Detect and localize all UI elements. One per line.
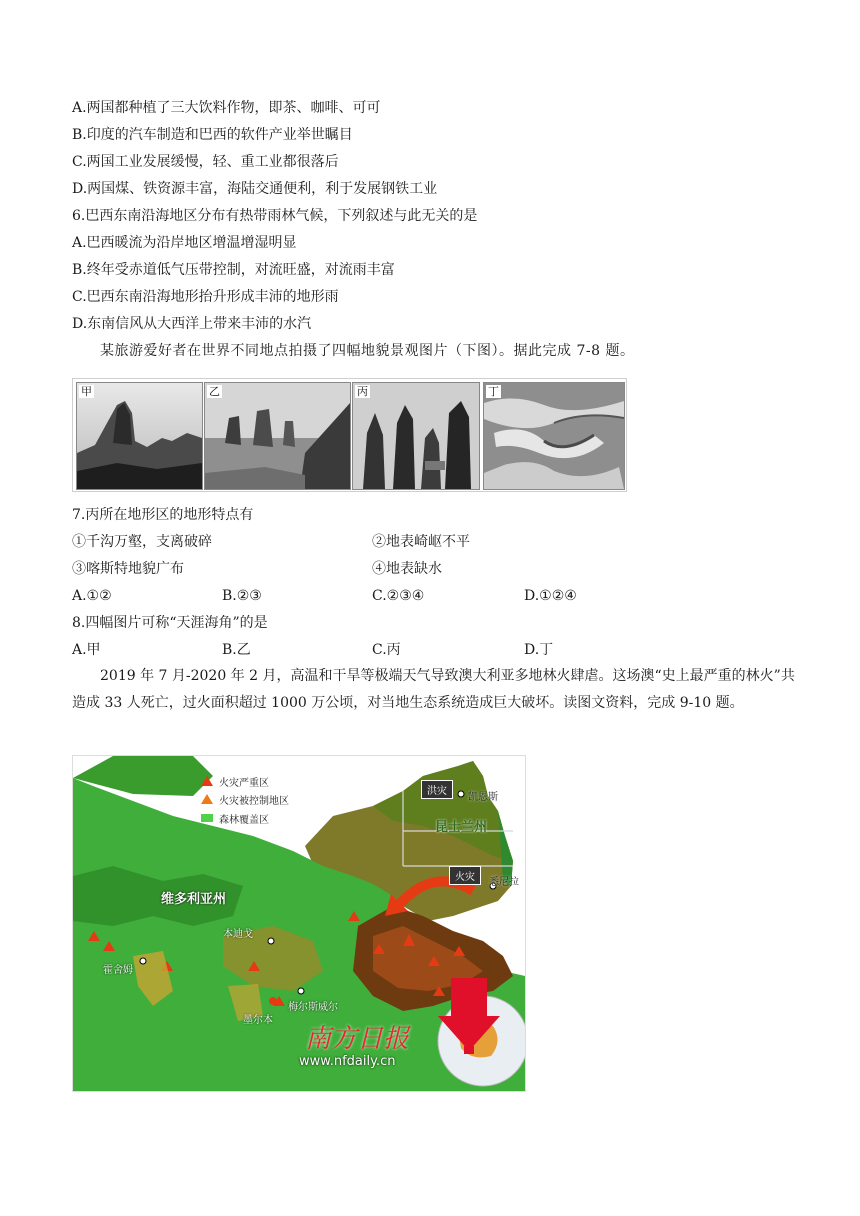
photo-label-ding: 丁 bbox=[488, 385, 499, 398]
place-melbourne: 墨尔本 bbox=[243, 1015, 273, 1026]
q7-stem: 7.丙所在地形区的地形特点有 bbox=[72, 507, 254, 523]
map-image bbox=[73, 756, 525, 1091]
q7-statement-3: ③喀斯特地貌广布 bbox=[72, 561, 184, 577]
q6-stem: 6.巴西东南沿海地区分布有热带雨林气候，下列叙述与此无关的是 bbox=[72, 208, 478, 224]
q8-option-d: D.丁 bbox=[524, 642, 554, 658]
q5-option-b: B.印度的汽车制造和巴西的软件产业举世瞩目 bbox=[72, 127, 353, 143]
place-horsham: 霍舍姆 bbox=[103, 965, 133, 976]
flood-tag: 洪灾 bbox=[421, 780, 453, 799]
q6-option-d: D.东南信风从大西洋上带来丰沛的水汽 bbox=[72, 316, 312, 332]
q7-option-b: B.②③ bbox=[222, 588, 262, 604]
q6-option-a: A.巴西暖流为沿岸地区增温增湿明显 bbox=[72, 235, 297, 251]
label-victoria: 维多利亚州 bbox=[161, 892, 227, 907]
q7-statement-1: ①千沟万壑，支离破碎 bbox=[72, 534, 212, 550]
photo-label-yi: 乙 bbox=[209, 385, 220, 398]
q7-option-c: C.②③④ bbox=[372, 588, 425, 604]
place-marysville: 梅尔斯威尔 bbox=[288, 1002, 338, 1013]
photo-jia-image bbox=[77, 383, 202, 489]
q5-option-a: A.两国都种植了三大饮料作物，即茶、咖啡、可可 bbox=[72, 100, 381, 116]
photo-ding-image bbox=[484, 383, 624, 489]
photo-bing-image bbox=[353, 383, 479, 489]
q8-stem: 8.四幅图片可称“天涯海角”的是 bbox=[72, 615, 268, 631]
photo-bing bbox=[352, 382, 480, 490]
q8-option-c: C.丙 bbox=[372, 642, 401, 658]
intro-7-8: 某旅游爱好者在世界不同地点拍摄了四幅地貌景观图片（下图）。据此完成 7-8 题。 bbox=[100, 343, 635, 359]
watermark-url: www.nfdaily.cn bbox=[299, 1054, 396, 1069]
place-bendigo: 本迪戈 bbox=[223, 929, 253, 940]
photo-yi-image bbox=[205, 383, 350, 489]
q7-option-a: A.①② bbox=[72, 588, 112, 604]
australia-fire-map bbox=[72, 755, 526, 1092]
photo-yi bbox=[204, 382, 351, 490]
place-cairns: 凯恩斯 bbox=[468, 792, 498, 803]
photo-label-bing: 丙 bbox=[357, 385, 368, 398]
q6-option-b: B.终年受赤道低气压带控制，对流旺盛，对流雨丰富 bbox=[72, 262, 395, 278]
legend-forest: 森林覆盖区 bbox=[219, 815, 269, 826]
q8-option-a: A.甲 bbox=[72, 642, 101, 658]
q5-option-c: C.两国工业发展缓慢，轻、重工业都很落后 bbox=[72, 154, 339, 170]
fire-tag: 火灾 bbox=[449, 866, 481, 885]
q5-option-d: D.两国煤、铁资源丰富，海陆交通便利，利于发展钢铁工业 bbox=[72, 181, 438, 197]
photo-jia bbox=[76, 382, 203, 490]
q7-option-d: D.①②④ bbox=[524, 588, 577, 604]
landform-photos bbox=[72, 378, 627, 492]
q7-statement-2: ②地表崎岖不平 bbox=[372, 534, 470, 550]
photo-ding bbox=[483, 382, 625, 490]
label-queensland: 昆士兰州 bbox=[435, 820, 488, 835]
legend-fire-controlled: 火灾被控制地区 bbox=[219, 796, 289, 807]
q8-option-b: B.乙 bbox=[222, 642, 251, 658]
watermark-cn: 南方日报 bbox=[305, 1024, 410, 1054]
q7-statement-4: ④地表缺水 bbox=[372, 561, 442, 577]
legend-fire-severe: 火灾严重区 bbox=[219, 778, 269, 789]
q6-option-c: C.巴西东南沿海地形抬升形成丰沛的地形雨 bbox=[72, 289, 339, 305]
intro-9-10: 2019 年 7 月-2020 年 2 月，高温和干旱等极端天气导致澳大利亚多地林火肆虐。这场澳“史上最严重的林火”共造成 33 人死亡，过火面积超过 1000 万公顷，对当地生态系统造成巨大破坏。读图文资料，完成 9-10 题。 bbox=[72, 668, 795, 711]
photo-label-jia: 甲 bbox=[81, 385, 92, 398]
place-sydney: 悉尼拉 bbox=[489, 877, 519, 888]
